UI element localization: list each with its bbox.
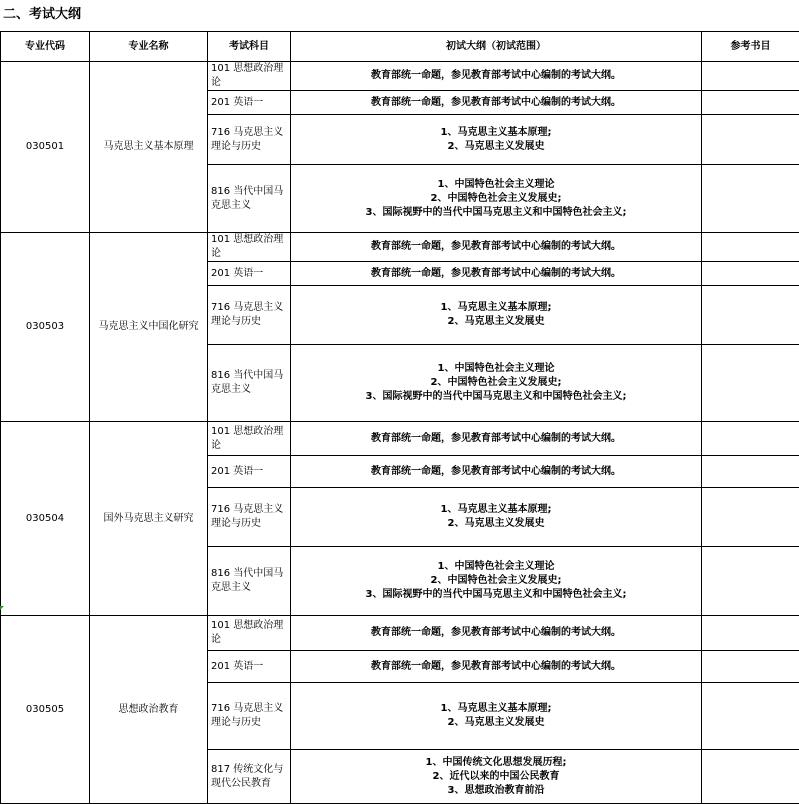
exam-outline: 1、中国特色社会主义理论 2、中国特色社会主义发展史; 3、国际视野中的当代中国马克思主义和中国特色社会主义; bbox=[291, 547, 702, 616]
reference-books bbox=[702, 616, 799, 651]
exam-subject: 101 思想政治理论 bbox=[208, 616, 291, 651]
header-subject: 考试科目 bbox=[208, 32, 291, 62]
table-body bbox=[1, 62, 799, 804]
reference-books bbox=[702, 262, 799, 286]
major-name: 马克思主义中国化研究 bbox=[90, 233, 208, 422]
major-code: 030501 bbox=[1, 62, 90, 233]
major-name: 马克思主义基本原理 bbox=[90, 62, 208, 233]
exam-subject: 101 思想政治理论 bbox=[208, 233, 291, 262]
reference-books bbox=[702, 165, 799, 233]
major-code: 030505 bbox=[1, 616, 90, 804]
exam-outline: 教育部统一命题，参见教育部考试中心编制的考试大纲。 bbox=[291, 262, 702, 286]
exam-subject: 816 当代中国马 克思主义 bbox=[208, 165, 291, 233]
header-reference: 参考书目 bbox=[702, 32, 799, 62]
table-row bbox=[1, 233, 799, 262]
reference-books bbox=[702, 651, 799, 683]
reference-books bbox=[702, 456, 799, 488]
exam-outline: 1、中国特色社会主义理论 2、中国特色社会主义发展史; 3、国际视野中的当代中国马克思主义和中国特色社会主义; bbox=[291, 165, 702, 233]
exam-subject: 101 思想政治理论 bbox=[208, 422, 291, 456]
exam-subject: 201 英语一 bbox=[208, 651, 291, 683]
exam-outline: 教育部统一命题，参见教育部考试中心编制的考试大纲。 bbox=[291, 616, 702, 651]
exam-outline: 1、马克思主义基本原理; 2、马克思主义发展史 bbox=[291, 488, 702, 547]
exam-outline: 1、马克思主义基本原理; 2、马克思主义发展史 bbox=[291, 115, 702, 165]
reference-books bbox=[702, 286, 799, 345]
header-outline: 初试大纲（初试范围） bbox=[291, 32, 702, 62]
exam-outline-table bbox=[0, 31, 799, 804]
reference-books bbox=[702, 91, 799, 115]
exam-outline: 1、中国传统文化思想发展历程; 2、近代以来的中国公民教育 3、思想政治教育前沿 bbox=[291, 750, 702, 804]
reference-books bbox=[702, 345, 799, 422]
table-row bbox=[1, 616, 799, 651]
exam-outline: 教育部统一命题，参见教育部考试中心编制的考试大纲。 bbox=[291, 62, 702, 91]
header-code: 专业代码 bbox=[1, 32, 90, 62]
exam-subject: 816 当代中国马 克思主义 bbox=[208, 345, 291, 422]
table-row bbox=[1, 62, 799, 91]
exam-outline: 1、马克思主义基本原理; 2、马克思主义发展史 bbox=[291, 286, 702, 345]
cell-comment-marker bbox=[0, 606, 4, 610]
section-title: 二、考试大纲 bbox=[3, 5, 81, 25]
table-row bbox=[1, 422, 799, 456]
exam-subject: 201 英语一 bbox=[208, 262, 291, 286]
major-name: 国外马克思主义研究 bbox=[90, 422, 208, 616]
reference-books bbox=[702, 422, 799, 456]
exam-outline: 1、中国特色社会主义理论 2、中国特色社会主义发展史; 3、国际视野中的当代中国马克思主义和中国特色社会主义; bbox=[291, 345, 702, 422]
reference-books bbox=[702, 62, 799, 91]
exam-subject: 201 英语一 bbox=[208, 91, 291, 115]
exam-subject: 101 思想政治理论 bbox=[208, 62, 291, 91]
exam-outline: 教育部统一命题，参见教育部考试中心编制的考试大纲。 bbox=[291, 456, 702, 488]
reference-books bbox=[702, 488, 799, 547]
exam-outline: 教育部统一命题，参见教育部考试中心编制的考试大纲。 bbox=[291, 233, 702, 262]
exam-subject: 716 马克思主义 理论与历史 bbox=[208, 683, 291, 750]
reference-books bbox=[702, 233, 799, 262]
reference-books bbox=[702, 750, 799, 804]
exam-subject: 817 传统文化与 现代公民教育 bbox=[208, 750, 291, 804]
exam-subject: 716 马克思主义 理论与历史 bbox=[208, 488, 291, 547]
exam-outline: 1、马克思主义基本原理; 2、马克思主义发展史 bbox=[291, 683, 702, 750]
table-header-row bbox=[1, 32, 799, 62]
header-name: 专业名称 bbox=[90, 32, 208, 62]
reference-books bbox=[702, 115, 799, 165]
reference-books bbox=[702, 683, 799, 750]
reference-books bbox=[702, 547, 799, 616]
major-code: 030504 bbox=[1, 422, 90, 616]
exam-subject: 201 英语一 bbox=[208, 456, 291, 488]
major-name: 思想政治教育 bbox=[90, 616, 208, 804]
exam-outline: 教育部统一命题，参见教育部考试中心编制的考试大纲。 bbox=[291, 422, 702, 456]
exam-outline: 教育部统一命题，参见教育部考试中心编制的考试大纲。 bbox=[291, 651, 702, 683]
exam-subject: 716 马克思主义 理论与历史 bbox=[208, 115, 291, 165]
exam-subject: 716 马克思主义 理论与历史 bbox=[208, 286, 291, 345]
exam-subject: 816 当代中国马 克思主义 bbox=[208, 547, 291, 616]
exam-outline: 教育部统一命题，参见教育部考试中心编制的考试大纲。 bbox=[291, 91, 702, 115]
major-code: 030503 bbox=[1, 233, 90, 422]
